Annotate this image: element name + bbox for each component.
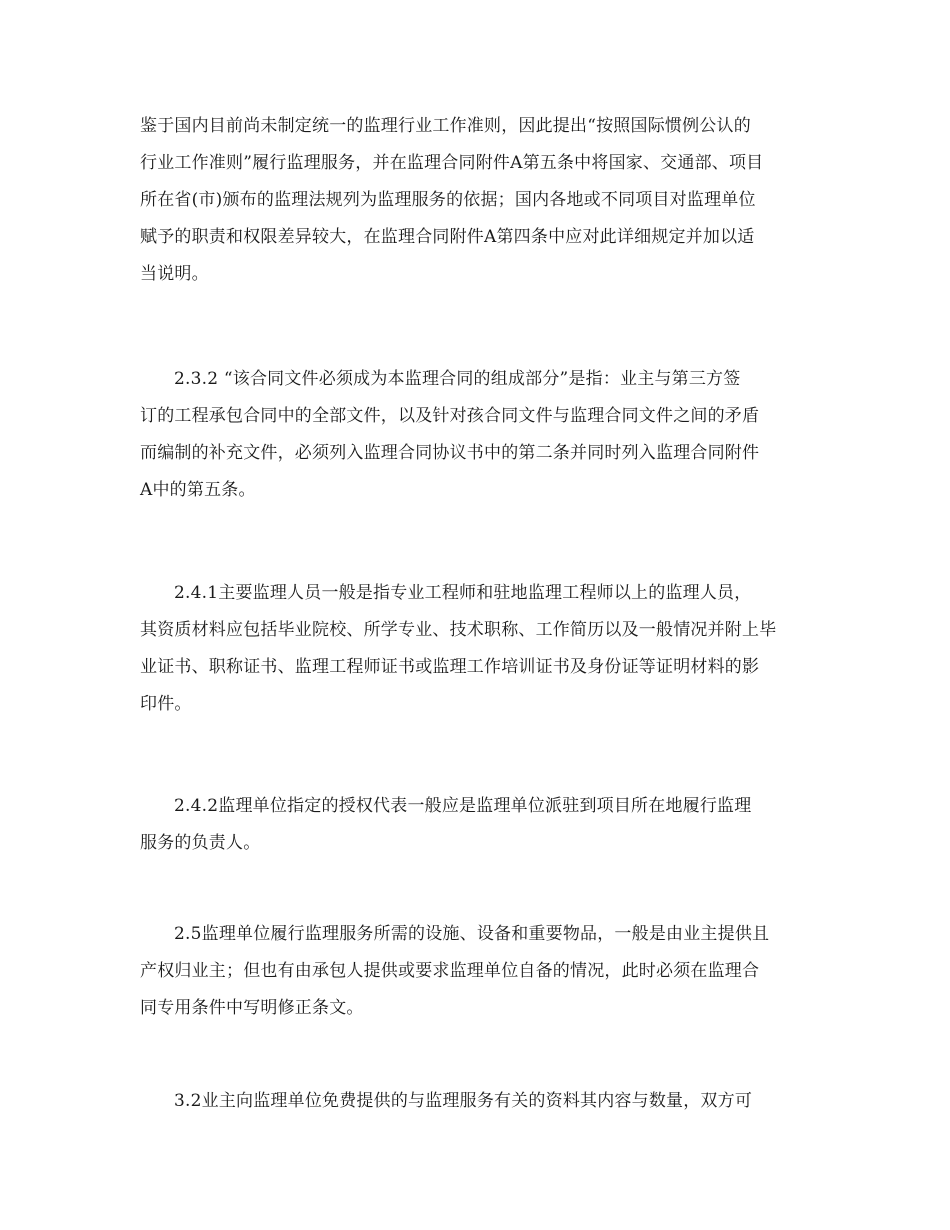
text-line: 其资质材料应包括毕业院校、所学专业、技术职称、工作简历以及一般情况并附上毕 <box>140 620 777 640</box>
paragraph-clause-3-2 <box>140 1083 810 1120</box>
text-line: 行业工作准则”履行监理服务，并在监理合同附件A第五条中将国家、交通部、项目 <box>140 153 764 173</box>
text-line: 2.4.2监理单位指定的授权代表一般应是监理单位派驻到项目所在地履行监理 <box>174 796 752 816</box>
text-line: A中的第五条。 <box>140 480 256 500</box>
paragraph-clause-2-4-2 <box>140 788 810 862</box>
text-line: 当说明。 <box>140 264 209 284</box>
text-line: 赋予的职责和权限差异较大，在监理合同附件A第四条中应对此详细规定并加以适 <box>140 227 755 247</box>
text-line: 2.4.1主要监理人员一般是指专业工程师和驻地监理工程师以上的监理人员， <box>174 583 752 603</box>
paragraph-clause-2-5 <box>140 916 810 1027</box>
text-line: 而编制的补充文件，必须列入监理合同协议书中的第二条并同时列入监理合同附件 <box>140 443 760 463</box>
text-line: 2.3.2 “该合同文件必须成为本监理合同的组成部分”是指：业主与第三方签 <box>174 369 741 389</box>
text-line: 3.2业主向监理单位免费提供的与监理服务有关的资料其内容与数量，双方可 <box>174 1091 753 1111</box>
text-line: 业证书、职称证书、监理工程师证书或监理工作培训证书及身份证等证明材料的影 <box>140 657 760 677</box>
text-line: 鉴于国内目前尚未制定统一的监理行业工作准则，因此提出“按照国际惯例公认的 <box>140 116 751 136</box>
paragraph-clause-2-4-1 <box>140 575 810 723</box>
text-line: 2.5监理单位履行监理服务所需的设施、设备和重要物品，一般是由业主提供且 <box>174 924 770 944</box>
paragraph-clause-2-3-2 <box>140 361 810 509</box>
text-line: 同专用条件中写明修正条文。 <box>140 998 364 1018</box>
text-line: 订的工程承包合同中的全部文件，以及针对孩合同文件与监理合同文件之间的矛盾 <box>140 406 760 426</box>
paragraph-basis-of-supervision <box>140 108 810 293</box>
text-line: 产权归业主；但也有由承包人提供或要求监理单位自备的情况，此时必须在监理合 <box>140 961 760 981</box>
text-line: 所在省(市)颁布的监理法规列为监理服务的依据；国内各地或不同项目对监理单位 <box>140 190 756 210</box>
text-line: 服务的负责人。 <box>140 833 261 853</box>
text-line: 印件。 <box>140 694 192 714</box>
